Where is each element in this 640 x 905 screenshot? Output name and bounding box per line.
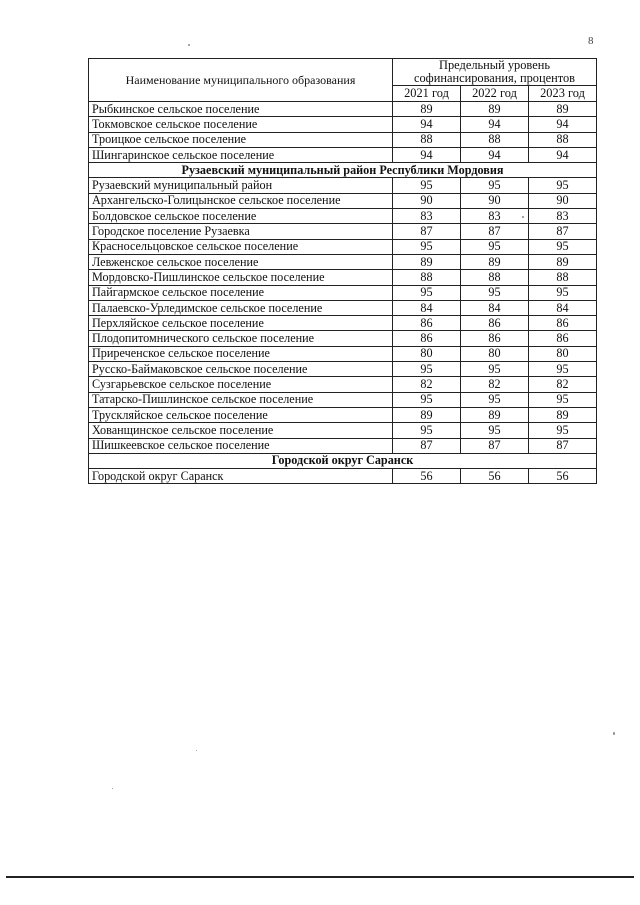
cofinancing-value-2021: 95 [393,178,461,193]
table-row [89,239,597,254]
table-row [89,224,597,239]
cofinancing-value-2023: 89 [529,407,597,422]
cofinancing-value-2022: 89 [461,407,529,422]
table-row [89,438,597,453]
municipality-name: Левженское сельское поселение [89,254,393,269]
cofinancing-value-2023: 94 [529,117,597,132]
cofinancing-value-2022: 84 [461,300,529,315]
municipality-name: Шишкеевское сельское поселение [89,438,393,453]
cofinancing-value-2023: 95 [529,392,597,407]
municipality-name: Перхляйское сельское поселение [89,316,393,331]
table-row [89,331,597,346]
cofinancing-value-2023: 86 [529,316,597,331]
cofinancing-value-2023: 95 [529,285,597,300]
municipality-name: Плодопитомнического сельское поселение [89,331,393,346]
cofinancing-value-2022: 80 [461,346,529,361]
cofinancing-value-2023: 56 [529,469,597,484]
cofinancing-value-2022: 88 [461,132,529,147]
section-row [89,163,597,178]
cofinancing-value-2021: 82 [393,377,461,392]
cofinancing-value-2022: 87 [461,438,529,453]
cofinancing-value-2021: 86 [393,331,461,346]
cofinancing-value-2023: 95 [529,362,597,377]
cofinancing-value-2022: 83 [461,209,529,224]
municipality-name: Токмовское сельское поселение [89,117,393,132]
cofinancing-value-2022: 88 [461,270,529,285]
section-title: Рузаевский муниципальный район Республики Мордовия [89,163,597,178]
table-row [89,362,597,377]
municipality-name: Хованщинское сельское поселение [89,423,393,438]
cofinancing-value-2022: 94 [461,147,529,162]
cofinancing-value-2021: 89 [393,102,461,117]
header-year-2022: 2022 год [461,86,529,102]
municipality-name: Пайгармское сельское поселение [89,285,393,300]
table-header [89,59,597,102]
table-row [89,377,597,392]
cofinancing-value-2021: 83 [393,209,461,224]
cofinancing-value-2022: 86 [461,331,529,346]
municipality-name: Палаевско-Урледимское сельское поселение [89,300,393,315]
cofinancing-value-2022: 95 [461,178,529,193]
cofinancing-value-2022: 94 [461,117,529,132]
header-year-2021: 2021 год [393,86,461,102]
cofinancing-value-2022: 89 [461,102,529,117]
cofinancing-value-2021: 95 [393,423,461,438]
cofinancing-value-2023: 95 [529,239,597,254]
cofinancing-value-2022: 95 [461,239,529,254]
section-title: Городской округ Саранск [89,453,597,468]
cofinancing-value-2022: 87 [461,224,529,239]
cofinancing-value-2021: 88 [393,132,461,147]
table-row [89,392,597,407]
cofinancing-value-2021: 90 [393,193,461,208]
cofinancing-value-2021: 95 [393,285,461,300]
cofinancing-value-2023: 95 [529,178,597,193]
cofinancing-value-2023: 89 [529,254,597,269]
cofinancing-value-2023: 83 [529,209,597,224]
table-row [89,102,597,117]
cofinancing-value-2022: 95 [461,362,529,377]
cofinancing-value-2023: 86 [529,331,597,346]
cofinancing-value-2021: 88 [393,270,461,285]
table-row [89,209,597,224]
page-number: 8 [588,35,594,47]
table-row [89,193,597,208]
cofinancing-value-2021: 56 [393,469,461,484]
municipality-name: Сузгарьевское сельское поселение [89,377,393,392]
cofinancing-value-2021: 95 [393,239,461,254]
table-row [89,147,597,162]
cofinancing-table [88,58,597,484]
cofinancing-value-2023: 95 [529,423,597,438]
municipality-name: Архангельско-Голицынское сельское поселение [89,193,393,208]
cofinancing-value-2023: 90 [529,193,597,208]
section-row [89,453,597,468]
cofinancing-value-2022: 82 [461,377,529,392]
cofinancing-value-2023: 88 [529,270,597,285]
table-row [89,117,597,132]
scan-speck [613,732,615,735]
cofinancing-value-2022: 95 [461,423,529,438]
cofinancing-value-2021: 94 [393,147,461,162]
cofinancing-value-2023: 94 [529,147,597,162]
header-group-title: Предельный уровень софинансирования, процентов [393,59,597,86]
table-row [89,254,597,269]
scan-speck [188,44,190,46]
cofinancing-value-2022: 89 [461,254,529,269]
cofinancing-value-2021: 95 [393,362,461,377]
table-row [89,300,597,315]
cofinancing-value-2023: 89 [529,102,597,117]
cofinancing-value-2022: 56 [461,469,529,484]
cofinancing-value-2021: 86 [393,316,461,331]
municipality-name: Городское поселение Рузаевка [89,224,393,239]
table-row [89,346,597,361]
cofinancing-value-2022: 95 [461,285,529,300]
table-row [89,469,597,484]
cofinancing-value-2023: 84 [529,300,597,315]
table-body [89,102,597,484]
cofinancing-value-2023: 80 [529,346,597,361]
municipality-name: Рыбкинское сельское поселение [89,102,393,117]
cofinancing-value-2022: 95 [461,392,529,407]
page-bottom-rule [6,876,634,878]
municipality-name: Троицкое сельское поселение [89,132,393,147]
municipality-name: Болдовское сельское поселение [89,209,393,224]
table-row [89,132,597,147]
cofinancing-value-2021: 87 [393,224,461,239]
municipality-name: Русско-Баймаковское сельское поселение [89,362,393,377]
table-row [89,423,597,438]
cofinancing-value-2021: 95 [393,392,461,407]
cofinancing-value-2021: 94 [393,117,461,132]
cofinancing-value-2021: 87 [393,438,461,453]
municipality-name: Шингаринское сельское поселение [89,147,393,162]
cofinancing-value-2023: 87 [529,438,597,453]
municipality-name: Красносельцовское сельское поселение [89,239,393,254]
municipality-name: Приреченское сельское поселение [89,346,393,361]
cofinancing-value-2021: 80 [393,346,461,361]
table-row [89,407,597,422]
municipality-name: Татарско-Пишлинское сельское поселение [89,392,393,407]
table-row [89,316,597,331]
header-year-2023: 2023 год [529,86,597,102]
cofinancing-value-2023: 88 [529,132,597,147]
cofinancing-value-2023: 87 [529,224,597,239]
municipality-name: Мордовско-Пишлинское сельское поселение [89,270,393,285]
scan-speck [112,788,113,789]
municipality-name: Трускляйское сельское поселение [89,407,393,422]
municipality-name: Городской округ Саранск [89,469,393,484]
cofinancing-value-2021: 89 [393,254,461,269]
table-row [89,178,597,193]
municipality-name: Рузаевский муниципальный район [89,178,393,193]
cofinancing-value-2022: 90 [461,193,529,208]
table-row [89,270,597,285]
header-name-column: Наименование муниципального образования [89,59,393,102]
cofinancing-value-2021: 89 [393,407,461,422]
table-row [89,285,597,300]
scan-speck [196,750,197,751]
cofinancing-value-2023: 82 [529,377,597,392]
cofinancing-value-2021: 84 [393,300,461,315]
cofinancing-value-2022: 86 [461,316,529,331]
